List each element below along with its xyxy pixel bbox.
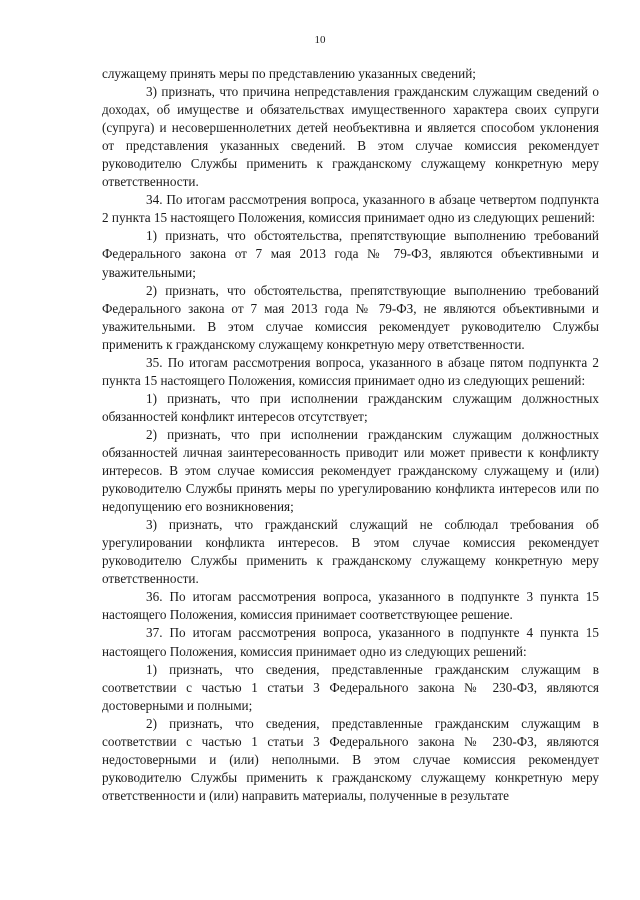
paragraph-37-2: 2) признать, что сведения, представленные гражданским служащим в соответствии с частью 1 статьи 3 Федерального закона № 230-ФЗ, являются недостоверными и (или) неполными. В этом случае комиссия рекомендует руководителю Службы применить к гражданскому служащему конкретную меру ответственности и (или) направить материалы, полученные в результате: [102, 715, 599, 803]
document-body: [102, 65, 599, 805]
paragraph-36: 36. По итогам рассмотрения вопроса, указанного в подпункте 3 пункта 15 настоящего Положения, комиссия принимает соответствующее решение.: [102, 589, 599, 623]
page-number: 10: [314, 34, 326, 46]
paragraph-continuation: служащему принять меры по представлению указанных сведений;: [102, 66, 476, 81]
paragraph-35-2: 2) признать, что при исполнении гражданским служащим должностных обязанностей личная заинтересованность приводит или может привести к конфликту интересов. В этом случае комиссия рекомендует гражданскому служащему и (или) руководителю Службы принять меры по урегулированию конфликта интересов или по недопущению его возникновения;: [102, 426, 599, 515]
paragraph-35-1: 1) признать, что при исполнении гражданским служащим должностных обязанностей конфликт интересов отсутствует;: [102, 390, 599, 424]
paragraph-37: 37. По итогам рассмотрения вопроса, указанного в подпункте 4 пункта 15 настоящего Положения, комиссия принимает одно из следующих решений:: [102, 625, 599, 659]
paragraph-34-1: 1) признать, что обстоятельства, препятствующие выполнению требований Федерального закона от 7 мая 2013 года № 79-ФЗ, являются объективными и уважительными;: [102, 228, 599, 280]
paragraph-34: 34. По итогам рассмотрения вопроса, указанного в абзаце четвертом подпункта 2 пункта 15 настоящего Положения, комиссия принимает одно из следующих решений:: [102, 192, 599, 226]
paragraph-33-3: 3) признать, что причина непредставления гражданским служащим сведений о доходах, об имуществе и обязательствах имущественного характера своих супруги (супруга) и несовершеннолетних детей необъективна и является способом уклонения от представления указанных сведений. В этом случае комиссия рекомендует руководителю Службы применить к гражданскому служащему конкретную меру ответственности.: [102, 84, 599, 190]
paragraph-35-3: 3) признать, что гражданский служащий не соблюдал требования об урегулировании конфликта интересов. В этом случае комиссия рекомендует руководителю Службы применить к гражданскому служащему конкретную меру ответственности.: [102, 517, 599, 587]
paragraph-34-2: 2) признать, что обстоятельства, препятствующие выполнению требований Федерального закона от 7 мая 2013 года № 79-ФЗ, не являются объективными и уважительными. В этом случае комиссия рекомендует руководителю Службы применить к гражданскому служащему конкретную меру ответственности.: [102, 282, 599, 352]
paragraph-37-1: 1) признать, что сведения, представленные гражданским служащим в соответствии с частью 1 статьи 3 Федерального закона № 230-ФЗ, являются достоверными и полными;: [102, 661, 599, 713]
paragraph-35: 35. По итогам рассмотрения вопроса, указанного в абзаце пятом подпункта 2 пункта 15 настоящего Положения, комиссия принимает одно из следующих решений:: [102, 354, 599, 388]
